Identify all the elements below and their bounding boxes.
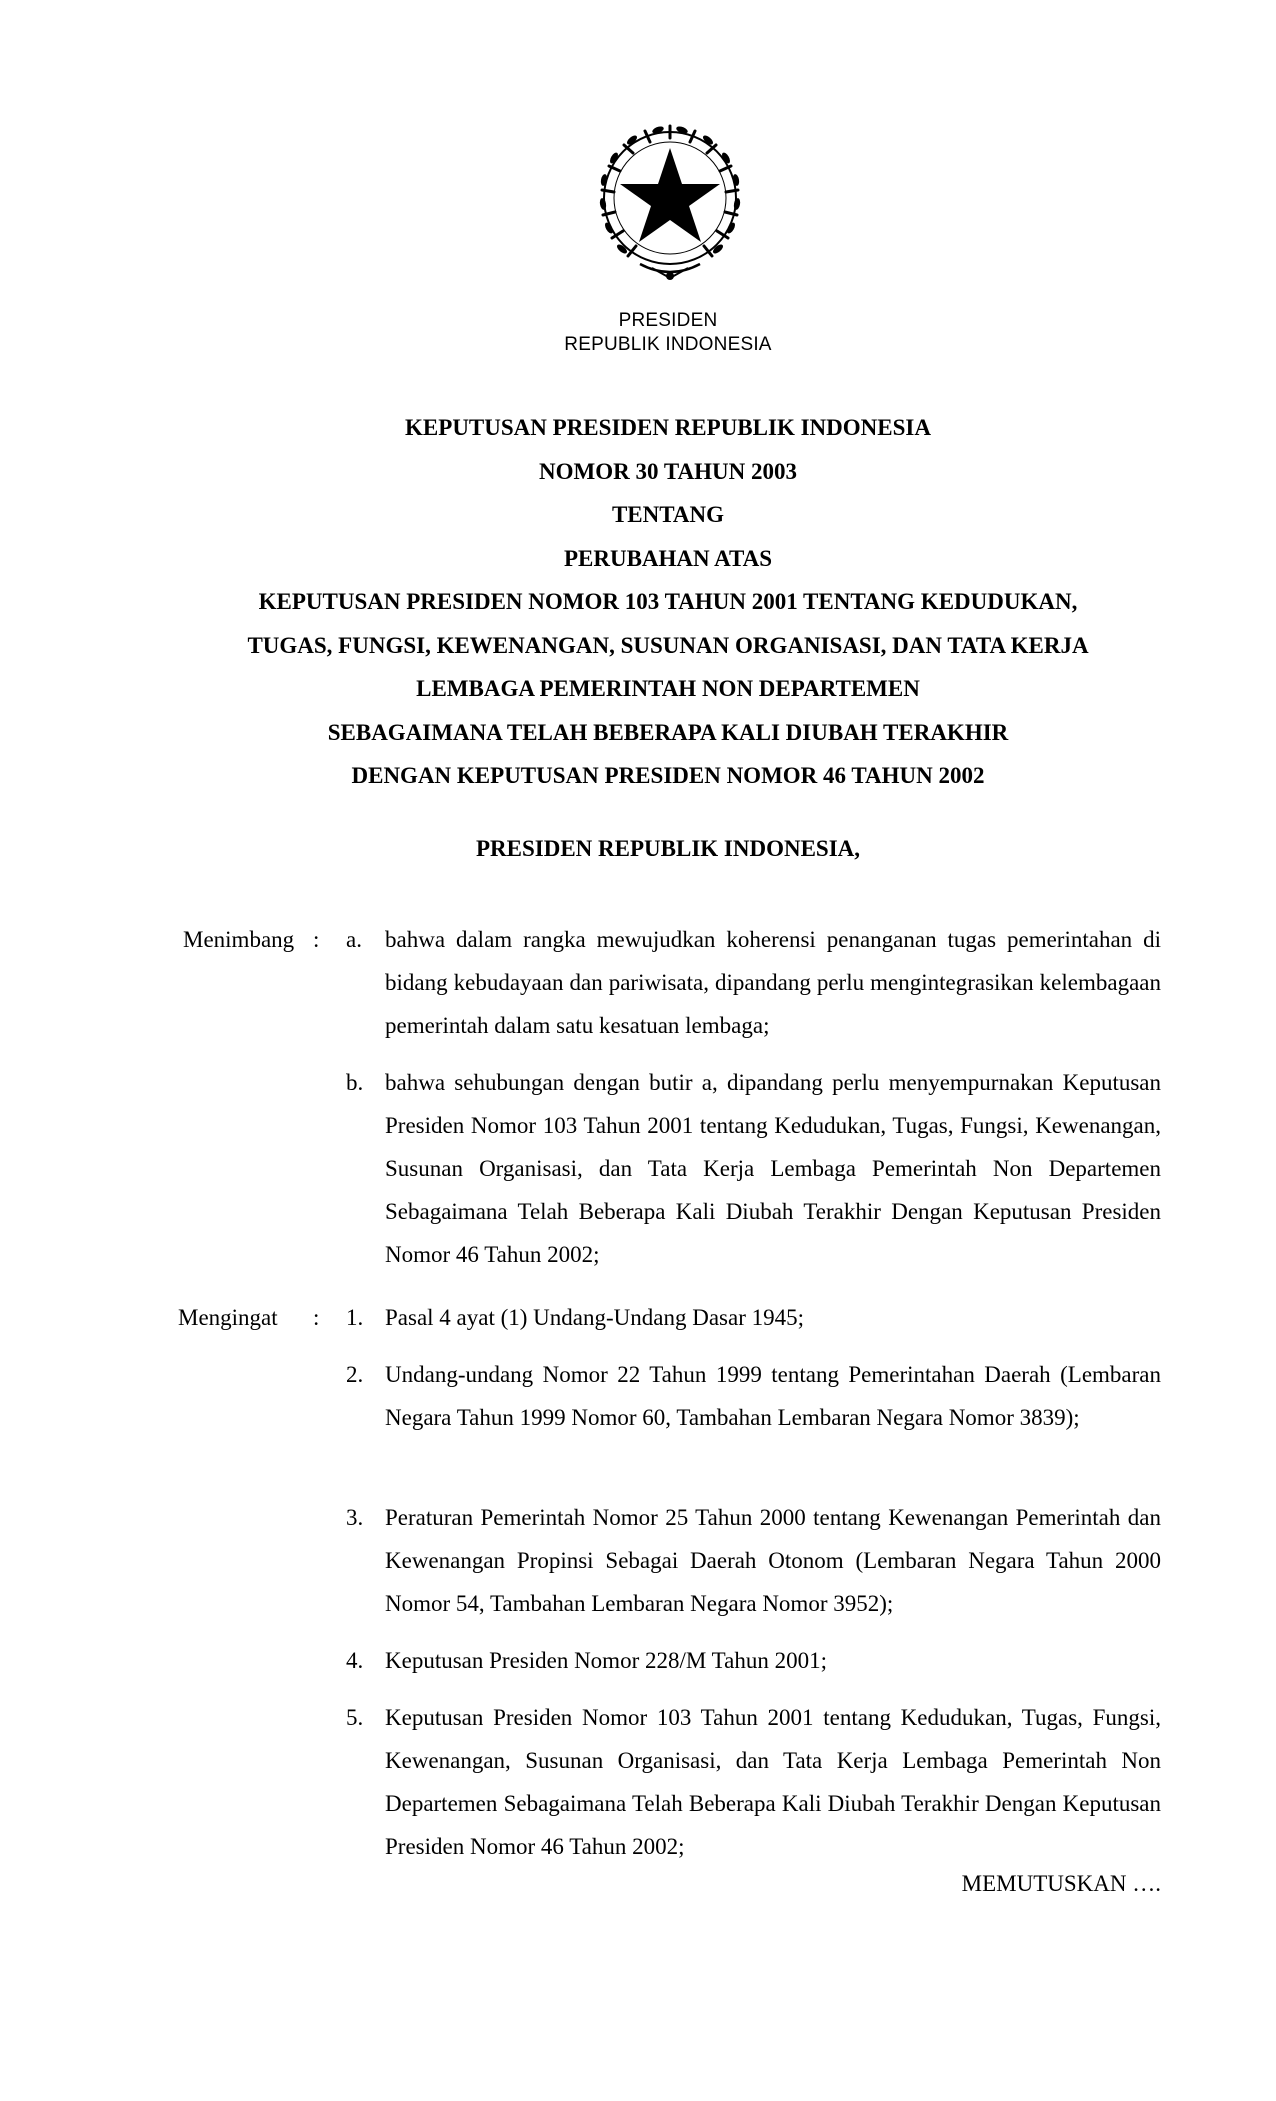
title-line: LEMBAGA PEMERINTAH NON DEPARTEMEN bbox=[416, 676, 920, 701]
emblem-caption-republik: REPUBLIK INDONESIA bbox=[564, 334, 772, 355]
list-item-text: Pasal 4 ayat (1) Undang-Undang Dasar 1945; bbox=[385, 1305, 804, 1330]
list-item-text: Undang-undang Nomor 22 Tahun 1999 tentang Pemerintahan Daerah (Lembaran Negara Tahun 1999 Nomor 60, Tambahan Lembaran Negara Nomor 3839); bbox=[385, 1362, 1161, 1430]
title-line: SEBAGAIMANA TELAH BEBERAPA KALI DIUBAH TERAKHIR bbox=[327, 719, 1009, 745]
list-item-text: Keputusan Presiden Nomor 103 Tahun 2001 tentang Kedudukan, Tugas, Fungsi, Kewenangan, Susunan Organisasi, dan Tata Kerja Lembaga Pemerintah Non Departemen Sebagaimana Telah Beberapa Kali Diubah Terakhir Dengan Keputusan Presiden Nomor 46 Tahun 2002; bbox=[385, 1705, 1161, 1859]
list-item-text: Keputusan Presiden Nomor 228/M Tahun 2001; bbox=[385, 1648, 827, 1673]
list-item-marker: 5. bbox=[346, 1705, 364, 1730]
list-item-marker: 2. bbox=[346, 1362, 364, 1387]
mengingat-label: Mengingat bbox=[178, 1305, 278, 1330]
list-item-text: bahwa dalam rangka mewujudkan koherensi penanganan tugas pemerintahan di bidang kebudayaan dan pariwisata, dipandang perlu mengintegrasikan kelembagaan pemerintah dalam satu kesatuan lembaga; bbox=[385, 927, 1161, 1038]
menimbang-label: Menimbang bbox=[183, 927, 295, 952]
title-line: PERUBAHAN ATAS bbox=[563, 545, 773, 571]
title-line: KEPUTUSAN PRESIDEN NOMOR 103 TAHUN 2001 TENTANG KEDUDUKAN, bbox=[258, 589, 1078, 614]
continuation-memutuskan: MEMUTUSKAN …. bbox=[961, 1871, 1161, 1896]
list-item-marker: 3. bbox=[346, 1505, 364, 1530]
list-item-marker: 4. bbox=[346, 1648, 364, 1673]
president-heading: PRESIDEN REPUBLIK INDONESIA, bbox=[475, 836, 861, 861]
menimbang-colon: : bbox=[313, 927, 320, 952]
list-item-marker: b. bbox=[346, 1070, 364, 1095]
list-item-marker: 1. bbox=[346, 1305, 364, 1330]
list-item-marker: a. bbox=[346, 927, 362, 952]
list-item-text: bahwa sehubungan dengan butir a, dipandang perlu menyempurnakan Keputusan Presiden Nomor 103 Tahun 2001 tentang Kedudukan, Tugas, Fungsi, Kewenangan, Susunan Organisasi, dan Tata Kerja Lembaga Pemerintah Non Departemen Sebagaimana Telah Beberapa Kali Diubah Terakhir Dengan Keputusan Presiden Nomor 46 Tahun 2002; bbox=[385, 1070, 1161, 1267]
title-line: DENGAN KEPUTUSAN PRESIDEN NOMOR 46 TAHUN 2002 bbox=[351, 763, 985, 788]
emblem-caption-presiden: PRESIDEN bbox=[618, 310, 718, 331]
title-line: TUGAS, FUNGSI, KEWENANGAN, SUSUNAN ORGANISASI, DAN TATA KERJA bbox=[247, 632, 1089, 658]
document-title bbox=[0, 406, 1276, 798]
title-line: KEPUTUSAN PRESIDEN REPUBLIK INDONESIA bbox=[405, 415, 931, 440]
list-item-text: Peraturan Pemerintah Nomor 25 Tahun 2000 tentang Kewenangan Pemerintah dan Kewenangan Propinsi Sebagai Daerah Otonom (Lembaran Negara Tahun 2000 Nomor 54, Tambahan Lembaran Negara Nomor 3952); bbox=[385, 1505, 1161, 1616]
star-garland-emblem-icon bbox=[590, 118, 750, 288]
mengingat-colon: : bbox=[313, 1305, 320, 1330]
title-line: NOMOR 30 TAHUN 2003 bbox=[539, 458, 797, 484]
title-line: TENTANG bbox=[611, 502, 725, 527]
